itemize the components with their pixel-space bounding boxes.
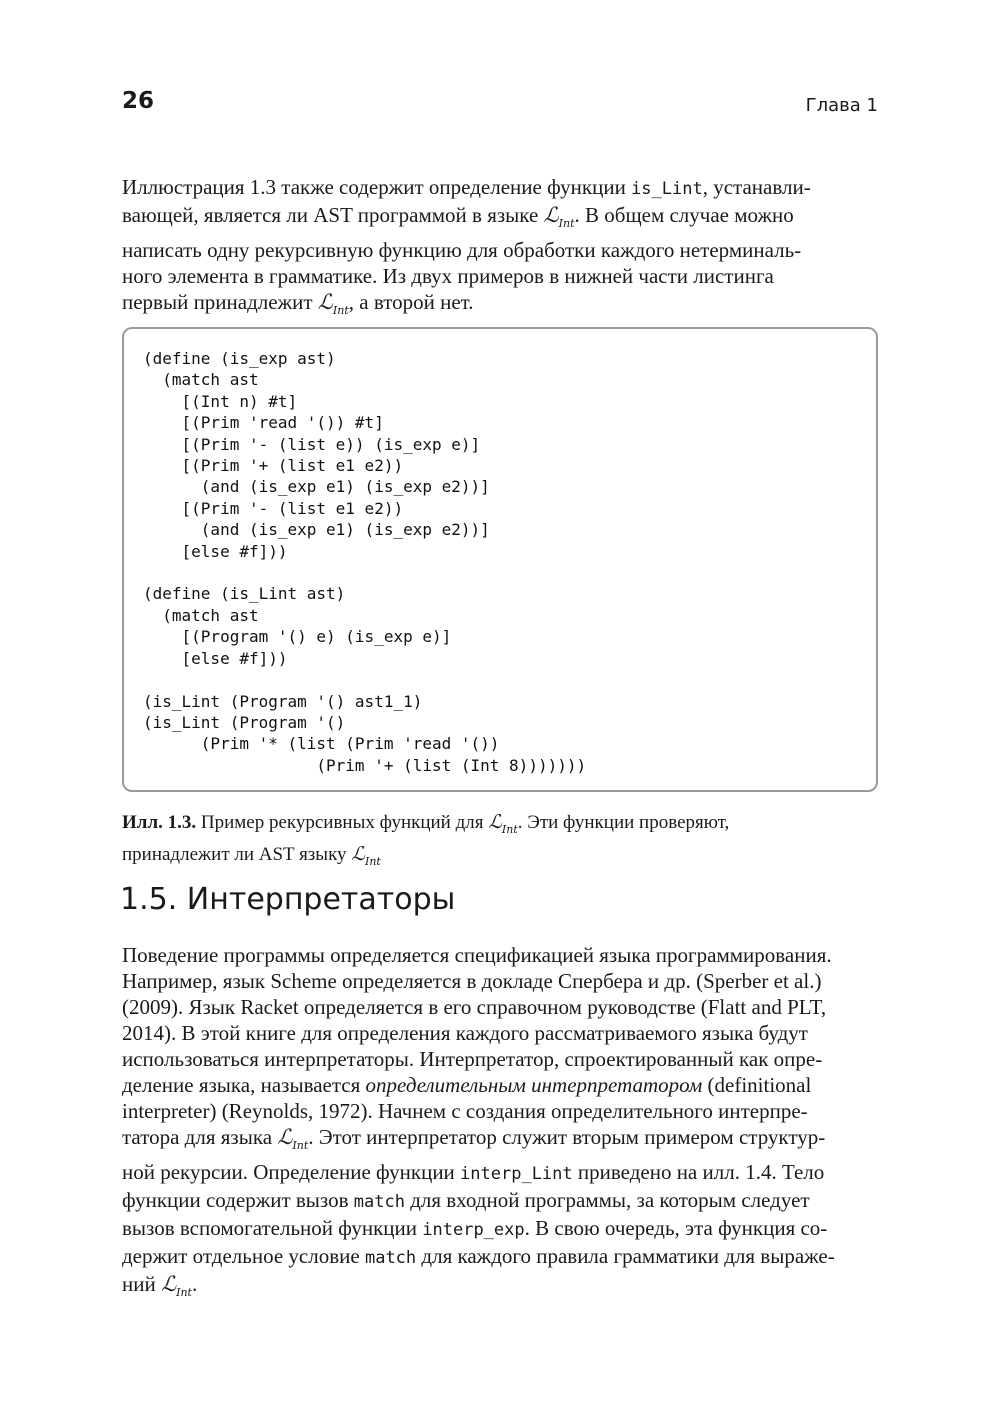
code-listing-box: [122, 327, 878, 792]
inline-code: interp_Lint: [460, 1164, 573, 1185]
text-line: использоваться интерпретаторы. Интерпретатор, спроектированный как опре-: [122, 1047, 823, 1071]
inline-code: match: [353, 1192, 405, 1213]
text-line: деление языка, называется определительным интерпретатором (definitional: [122, 1073, 812, 1097]
text-line: первый принадлежит ℒ$_{Int}$, а второй нет.: [122, 290, 474, 318]
running-head: Глава 1: [805, 95, 878, 116]
section-heading: 1.5. Интерпретаторы: [120, 882, 456, 917]
lint-symbol: ℒ$_{Int}$: [277, 1125, 309, 1153]
text-line: функции содержит вызов match для входной программы, за которым следует: [122, 1188, 810, 1213]
text-line: 2014). В этой книге для определения каждого рассматриваемого языка будут: [122, 1021, 808, 1045]
text-line: ний ℒ$_{Int}$.: [122, 1272, 198, 1300]
text-line: Например, язык Scheme определяется в докладе Спербера и др. (Sperber et al.): [122, 969, 822, 993]
text-line: вызов вспомогательной функции interp_exp. В свою очередь, эта функция со-: [122, 1216, 828, 1241]
text-line: ной рекурсии. Определение функции interp_Lint приведено на илл. 1.4. Тело: [122, 1160, 825, 1185]
text-line: татора для языка ℒ$_{Int}$. Этот интерпретатор служит вторым примером структур-: [122, 1125, 826, 1153]
page-number: 26: [122, 88, 155, 114]
lint-symbol: ℒ$_{Int}$: [543, 203, 575, 231]
inline-code: match: [364, 1248, 417, 1269]
term-emphasis: определительным интерпретатором: [365, 1073, 703, 1097]
lint-symbol: ℒ$_{Int}$: [160, 1272, 192, 1300]
intro-paragraph: [122, 174, 878, 324]
caption-line: Илл. 1.3. Пример рекурсивных функций для ℒ$_{Int}$. Эти функции проверяют,: [122, 811, 730, 836]
lint-symbol: ℒ$_{Int}$: [488, 811, 518, 836]
inline-code: is_Lint: [631, 179, 703, 199]
text-line: Поведение программы определяется спецификацией языка программирования.: [122, 943, 832, 967]
figure-caption: [122, 810, 878, 874]
text-line: вающей, является ли AST программой в языке ℒ$_{Int}$. В общем случае можно: [122, 203, 794, 231]
text-line: держит отдельное условие match для каждого правила грамматики для выраже-: [122, 1244, 835, 1269]
text-line: ного элемента в грамматике. Из двух примеров в нижней части листинга: [122, 264, 774, 289]
lint-symbol: ℒ$_{Int}$: [351, 842, 381, 868]
text-line: написать одну рекурсивную функцию для обработки каждого нетерминаль-: [122, 238, 802, 263]
text-line: (2009). Язык Racket определяется в его справочном руководстве (Flatt and PLT,: [122, 995, 827, 1019]
body-paragraph: [122, 942, 878, 1306]
caption-label: Илл. 1.3.: [122, 812, 197, 833]
lint-symbol: ℒ$_{Int}$: [317, 290, 349, 318]
text-line: Иллюстрация 1.3 также содержит определение функции is_Lint, устанавли-: [122, 175, 811, 199]
inline-code: interp_exp: [422, 1220, 525, 1241]
text-line: interpreter) (Reynolds, 1972). Начнем с создания определительного интерпре-: [122, 1099, 808, 1123]
caption-line: принадлежит ли AST языку ℒ$_{Int}$: [122, 842, 381, 868]
code-listing: (define (is_exp ast) (match ast [(Int n) #t] [(Prim 'read '()) #t] [(Prim '- (list e)) (is_exp e)] [(Prim '+ (list e1 e2)) (and (is_exp e1) (is_exp e2))] [(Prim '- (list e1 e2)) (and (is_exp e1) (is_exp e2))] [else #f])) (define (is_Lint ast) (match ast [(Program '() e) (is_exp e)] [else #f])) (is_Lint (Program '() ast1_1) (is_Lint (Program '() (Prim '* (list (Prim 'read '()) (Prim '+ (list (Int 8))))))): [143, 349, 587, 775]
